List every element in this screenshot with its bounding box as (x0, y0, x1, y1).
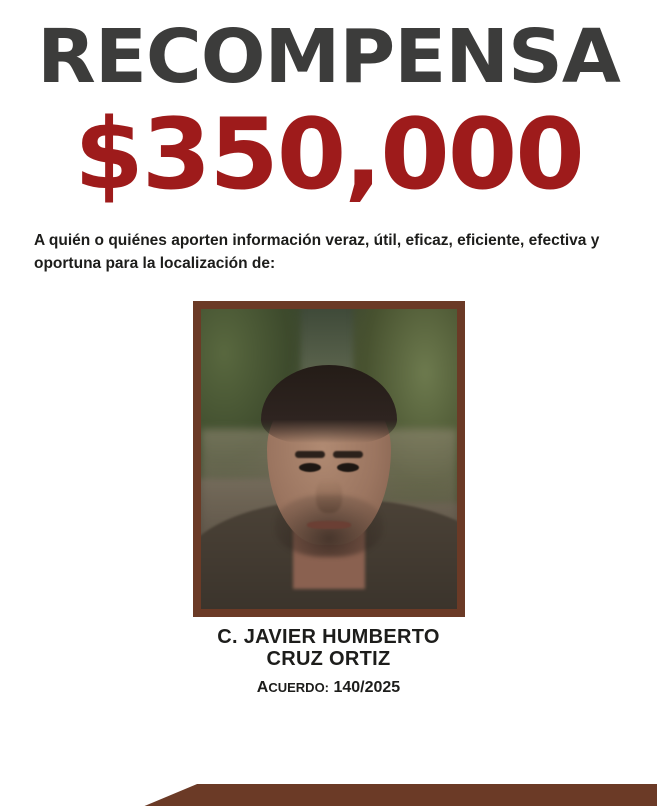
photo-subject-eyebrow-left (295, 451, 325, 458)
subject-name-line-2: CRUZ ORTIZ (266, 647, 391, 670)
photo-subject-eyebrow-right (333, 451, 363, 458)
subject-photo-frame (193, 301, 465, 617)
footer-brown-bar (0, 784, 657, 806)
reward-amount: $350,000 (74, 98, 583, 213)
agreement-label: ACUERDO: (256, 679, 330, 697)
agreement-label-rest: CUERDO: (268, 680, 330, 696)
photo-subject-eye-right (337, 463, 359, 472)
footer-decoration (0, 784, 657, 806)
subject-name (0, 627, 657, 670)
agreement-number (0, 679, 657, 697)
photo-subject-eye-left (299, 463, 321, 472)
page-title: RECOMPENSA (37, 14, 620, 100)
reward-poster (0, 14, 657, 806)
subject-name-line-1: C. JAVIER HUMBERTO (217, 626, 440, 649)
photo-subject-mouth (307, 521, 351, 529)
subject-photo (201, 309, 457, 609)
reward-description: A quién o quiénes aporten información veraz, útil, eficaz, eficiente, efectiva y oportuna para la localización de: (34, 232, 600, 272)
agreement-value: 140/2025 (333, 679, 401, 697)
